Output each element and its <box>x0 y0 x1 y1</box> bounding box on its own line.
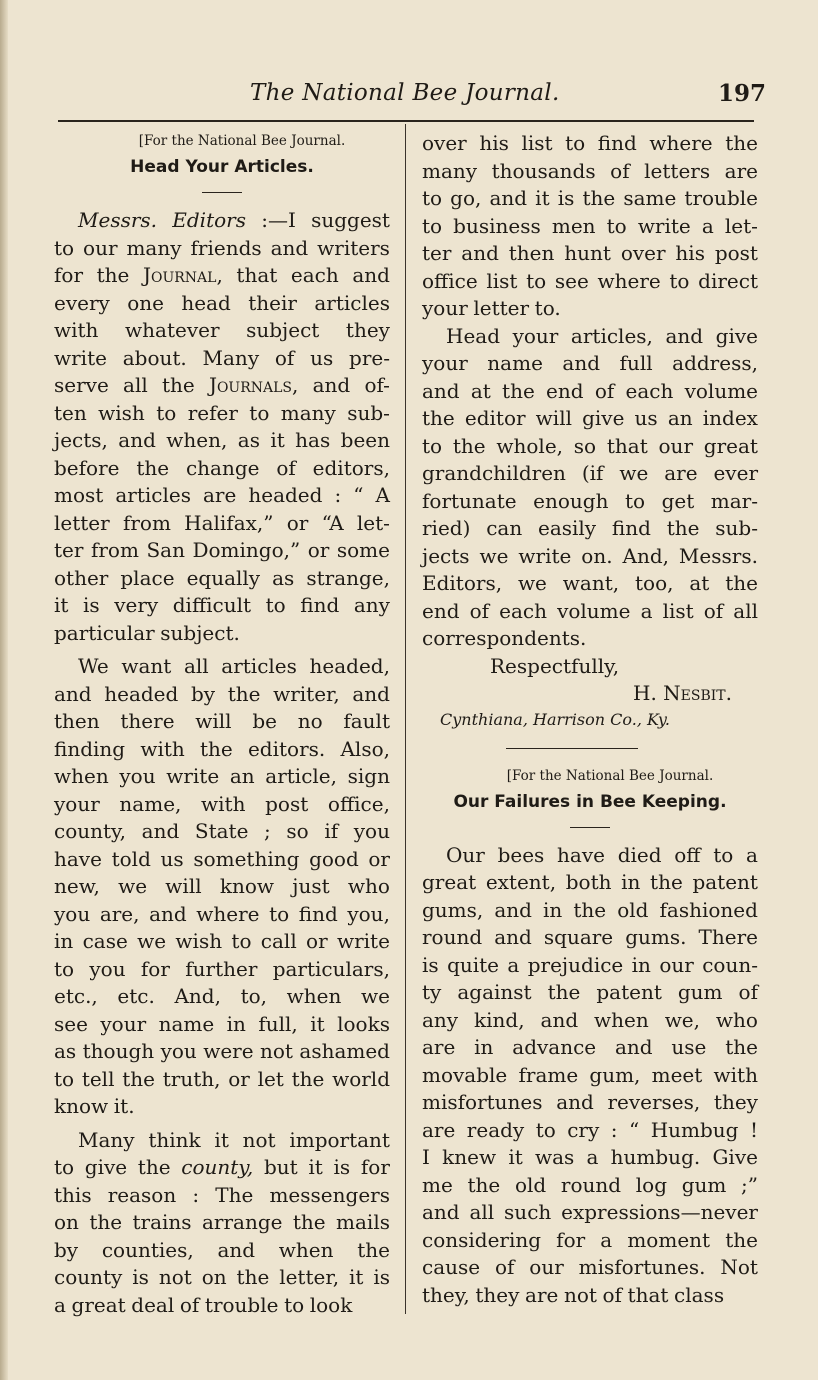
text-line: they, they are not of that class <box>422 1282 725 1307</box>
article1-paragraph-3 <box>54 1127 390 1320</box>
article1-paragraph-3-cont <box>422 130 758 323</box>
article1-place: Cynthiana, Harrison Co., Ky. <box>440 709 670 729</box>
text-line: Editors, we want, too, at the <box>422 571 758 595</box>
text-line: ten wish to refer to many sub- <box>54 400 390 425</box>
text-line: on the trains arrange the mails <box>54 1210 390 1234</box>
text-line: see your name in full, it looks <box>54 1011 390 1036</box>
page-number: 197 <box>718 80 767 107</box>
text-line: serve all the Journals, and of- <box>54 373 390 397</box>
text-line: and all such expressions—never <box>422 1200 758 1224</box>
text-line: every one head their articles <box>54 290 390 315</box>
text-line: fortunate enough to get mar- <box>422 488 758 513</box>
text-line: other place equally as strange, <box>54 565 390 590</box>
text-line: Messrs. Editors :—I suggest <box>78 208 390 232</box>
text-line: write about. Many of us pre- <box>54 345 390 370</box>
article1-paragraph-1 <box>54 207 390 647</box>
text-line: you are, and where to find you, <box>54 901 390 926</box>
text-line: to go, and it is the same trouble <box>422 186 758 210</box>
text-line: ter and then hunt over his post <box>422 241 758 265</box>
text-line: are ready to cry : “ Humbug ! <box>422 1117 758 1142</box>
text-line: grandchildren (if we are ever <box>422 461 758 485</box>
text-line: to tell the truth, or let the world <box>54 1066 390 1091</box>
text-line: movable frame gum, meet with <box>422 1062 758 1087</box>
text-line: to our many friends and writers <box>54 235 390 260</box>
text-line: as though you were not ashamed <box>54 1039 390 1063</box>
text-line: have told us something good or <box>54 846 390 871</box>
text-line: considering for a moment the <box>422 1227 758 1252</box>
text-line: office list to see where to direct <box>422 268 758 293</box>
page-spine-shadow <box>0 0 8 1380</box>
text-line: me the old round log gum ;” <box>422 1172 758 1197</box>
text-line: this reason : The messengers <box>54 1182 390 1207</box>
text-line: many thousands of letters are <box>422 158 758 183</box>
left-column <box>54 130 390 1319</box>
text-line: to the whole, so that our great <box>422 433 758 458</box>
text-line: misfortunes and reverses, they <box>422 1090 758 1114</box>
article1-closing: Respectfully, <box>490 653 620 678</box>
text-line: letter from Halifax,” or “A let- <box>54 510 390 535</box>
article1-paragraph-4 <box>422 323 758 653</box>
text-line: jects we write on. And, Messrs. <box>422 543 758 568</box>
text-line: ter from San Domingo,” or some <box>54 538 390 562</box>
article2-credit: [For the National Bee Journal. <box>506 767 714 784</box>
text-line: Many think it not important <box>78 1127 390 1152</box>
text-line: for the Journal, that each and <box>54 263 390 287</box>
text-line: Head your articles, and give <box>446 323 758 348</box>
text-line: cause of our misfortunes. Not <box>422 1255 758 1279</box>
text-line: are in advance and use the <box>422 1035 758 1059</box>
text-line: correspondents. <box>422 626 587 650</box>
text-line: finding with the editors. Also, <box>54 736 390 761</box>
text-line: jects, and when, as it has been <box>54 428 390 452</box>
article-separator-rule <box>506 748 638 749</box>
text-line: new, we will know just who <box>54 874 390 898</box>
text-line: it is very difficult to find any <box>54 593 390 617</box>
text-line: gums, and in the old fashioned <box>422 897 758 922</box>
right-column <box>422 130 758 1309</box>
text-line: county, and State ; so if you <box>54 819 390 843</box>
text-line: is quite a prejudice in our coun- <box>422 952 758 977</box>
text-line: great extent, both in the patent <box>422 870 758 894</box>
text-line: over his list to find where the <box>422 131 758 155</box>
text-line: in case we wish to call or write <box>54 929 390 953</box>
text-line: most articles are headed : “ A <box>54 483 390 507</box>
column-divider <box>405 124 406 1314</box>
text-line: to you for further particulars, <box>54 956 390 981</box>
text-line: your letter to. <box>422 296 561 320</box>
article1-heading: Head Your Articles. <box>130 157 314 177</box>
text-line: to business men to write a let- <box>422 213 758 238</box>
text-line: before the change of editors, <box>54 455 390 480</box>
text-line: to give the county, but it is for <box>54 1155 390 1179</box>
text-line: Our bees have died off to a <box>446 842 758 867</box>
text-line: your name and full address, <box>422 351 758 375</box>
text-line: by counties, and when the <box>54 1237 390 1262</box>
text-line: ty against the patent gum of <box>422 980 758 1004</box>
article1-heading-rule <box>202 192 242 193</box>
text-line: then there will be no fault <box>54 709 390 733</box>
text-line: particular subject. <box>54 620 240 645</box>
text-line: when you write an article, sign <box>54 764 390 788</box>
article2-heading-rule <box>570 827 610 828</box>
text-line: know it. <box>54 1094 135 1118</box>
text-line: the editor will give us an index <box>422 406 758 430</box>
article1-paragraph-2 <box>54 653 390 1121</box>
article1-signature <box>422 680 758 708</box>
article1-signature-text: H. Nesbit. <box>633 681 732 705</box>
article1-credit: [For the National Bee Journal. <box>138 133 346 149</box>
journal-title: The National Bee Journal. <box>250 80 560 106</box>
text-line: I knew it was a humbug. Give <box>422 1145 758 1169</box>
text-line: etc., etc. And, to, when we <box>54 984 390 1008</box>
running-head <box>0 80 818 110</box>
text-line: your name, with post office, <box>54 791 390 816</box>
text-line: round and square gums. There <box>422 925 758 949</box>
text-line: with whatever subject they <box>54 318 390 342</box>
text-line: end of each volume a list of all <box>422 598 758 623</box>
text-line: and headed by the writer, and <box>54 681 390 706</box>
text-line: and at the end of each volume <box>422 378 758 403</box>
text-line: We want all articles headed, <box>78 654 390 678</box>
text-line: a great deal of trouble to look <box>54 1292 353 1317</box>
article2-heading: Our Failures in Bee Keeping. <box>453 791 727 812</box>
header-rule <box>58 120 754 122</box>
text-line: ried) can easily find the sub- <box>422 516 758 540</box>
text-line: county is not on the letter, it is <box>54 1265 390 1289</box>
article2-paragraph-1 <box>422 842 758 1310</box>
text-line: any kind, and when we, who <box>422 1007 758 1032</box>
